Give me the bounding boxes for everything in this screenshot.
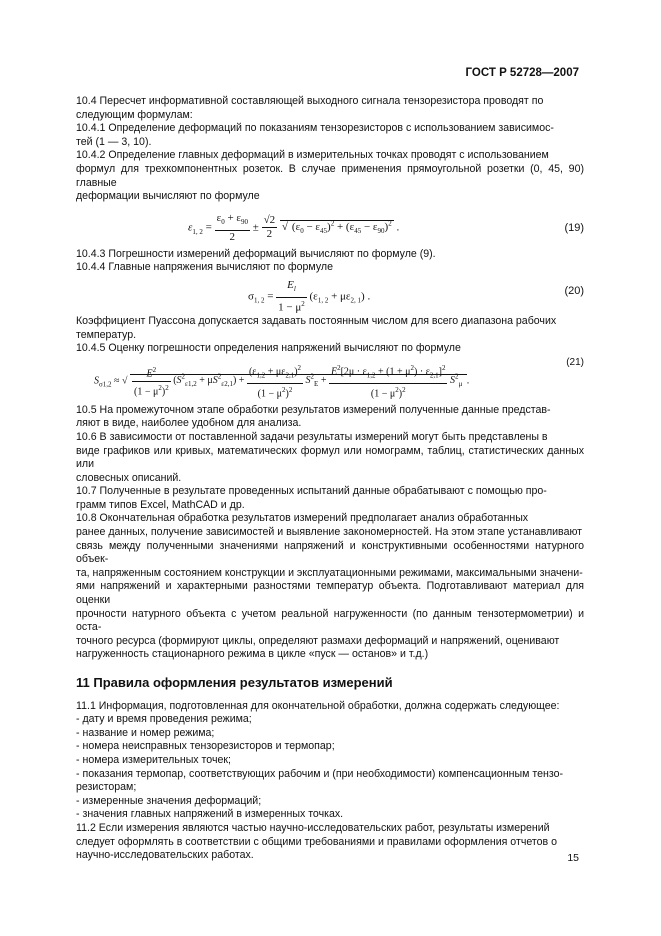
- formula-20: [76, 275, 584, 315]
- list-item-4: - номера измерительных точек;: [76, 753, 231, 766]
- paragraph-10-4-1-line2: тей (1 — 3, 10).: [76, 135, 152, 148]
- paragraph-10-5-line2: ляют в виде, наиболее удобном для анализа.: [76, 417, 302, 430]
- paragraph-10-4-1-line1: 10.4.1 Определение деформаций по показаниям тензорезисторов с использованием зависимос-: [76, 122, 554, 135]
- formula-19-number: (19): [564, 221, 584, 234]
- paragraph-10-8-line3: связь между полученными значениями напряжений и конструктивными особенностями натурного объек-: [76, 539, 584, 566]
- paragraph-10-6-line2: виде графиков или кривых, математических формул или номограмм, таблиц, статистических данных или: [76, 444, 584, 471]
- formula-21: [76, 356, 584, 404]
- paragraph-10-4-line1: 10.4 Пересчет информативной составляющей выходного сигнала тензорезистора проводят по: [76, 95, 544, 107]
- paragraph-10-7-line1: 10.7 Полученные в результате проведенных испытаний данные обрабатывают с помощью про-: [76, 485, 547, 498]
- list-item-1: - дату и время проведения режима;: [76, 713, 252, 726]
- paragraph-poisson-line2: температур.: [76, 328, 137, 341]
- formula-21-number: (21): [566, 356, 584, 368]
- paragraph-10-6-line3: словесных описаний.: [76, 471, 182, 484]
- list-item-2: - название и номер режима;: [76, 726, 215, 739]
- formula-19: [76, 208, 584, 248]
- paragraph-10-8-line1: 10.8 Окончательная обработка результатов измерений предполагает анализ обработанных: [76, 512, 529, 525]
- section-11-title: 11 Правила оформления результатов измерений: [76, 675, 393, 690]
- paragraph-11-2-line2: следует оформлять в соответствии с общими требованиями и правилами оформления отчетов о: [76, 835, 557, 848]
- paragraph-11-2-line3: научно-исследовательских работах.: [76, 849, 254, 862]
- paragraph-10-8-line5: ями напряжений и характерными разностями температур объекта. Подготавливают материал для оценки: [76, 580, 584, 607]
- paragraph-10-7-line2: грамм типов Excel, MathCAD и др.: [76, 498, 245, 511]
- formula-20-number: (20): [564, 284, 584, 297]
- paragraph-10-6-line1: 10.6 В зависимости от поставленной задачи результаты измерений могут быть представлены в: [76, 430, 548, 443]
- paragraph-10-4-4: 10.4.4 Главные напряжения вычисляют по формуле: [76, 261, 333, 274]
- formula-21-expression: $S_{\sigma 1,2}$ ≈ √ $\frac{E^2}{(1 - \mu^2)^2}$ $(S^2_{\varepsilon 1,2} + \mu S^2_{\varepsilon 2,1})$ + $\frac{(\varepsilon_{1,2} + \mu\varepsilon_{2,1})^2}{(1 - \mu^2)^2}$ $S^2_E$ + $\frac{E^2[2\mu \cdot \varepsilon_{1,2} + (1 + \mu^2) \cdot \varepsilon_{2,1}]^2}{(1 - \mu^2)^2}$ $S^2_\mu$ .: [94, 363, 470, 399]
- list-item-6: - измеренные значения деформаций;: [76, 794, 262, 807]
- document-header: ГОСТ Р 52728—2007: [465, 67, 579, 79]
- paragraph-10-8-line4: та, напряженным состоянием конструкции и эксплуатационными режимами, максимальными значени-: [76, 566, 583, 579]
- paragraph-11-2-line1: 11.2 Если измерения являются частью научно-исследовательских работ, результаты измерений: [76, 821, 550, 834]
- paragraph-11-1: 11.1 Информация, подготовленная для окончательной обработки, должна содержать следующее:: [76, 699, 560, 712]
- paragraph-poisson-line1: Коэффициент Пуассона допускается задавать постоянным числом для всего диапазона рабочих: [76, 314, 557, 327]
- paragraph-10-4-line2: следующим формулам:: [76, 108, 193, 121]
- formula-19-expression: $\varepsilon_{1, 2}$ = $\frac{\varepsilon_0 + \varepsilon_{90}}{2}$ ± $\frac{√2}{2}$ √ $(\varepsilon_0 - \varepsilon_{45})^2 + (\varepsilon_{45} - \varepsilon_{90})^2$ .: [188, 211, 400, 243]
- list-item-5-cont: резисторам;: [76, 781, 137, 794]
- paragraph-10-8-line8: нагруженность стационарного режима в цикле «пуск — останов» и т.д.): [76, 648, 429, 661]
- paragraph-10-4-2-line2: формул для трехкомпонентных розеток. В случае применения прямоугольной розетки (0, 45, 90) главные: [76, 162, 584, 189]
- paragraph-10-8-line7: точного ресурса (формируют циклы, определяют размахи деформаций и напряжений, оценивают: [76, 634, 560, 647]
- document-body: [76, 95, 584, 863]
- paragraph-10-4-5: 10.4.5 Оценку погрешности определения напряжений вычисляют по формуле: [76, 342, 461, 355]
- paragraph-10-8-line2: ранее данных, получение зависимостей и выявление закономерностей. На этом этапе устанавливают: [76, 526, 583, 539]
- list-item-3: - номера неисправных тензорезисторов и термопар;: [76, 740, 335, 753]
- paragraph-10-8-line6: прочности натурного объекта с учетом реальной нагруженности (по данным тензотермометрии) и оста-: [76, 607, 584, 634]
- paragraph-10-4-3: 10.4.3 Погрешности измерений деформаций вычисляют по формуле (9).: [76, 247, 436, 260]
- paragraph-10-4-2-line3: деформации вычисляют по формуле: [76, 190, 260, 203]
- list-item-5: - показания термопар, соответствующих рабочим и (при необходимости) компенсационным тензо-: [76, 767, 563, 780]
- page-number: 15: [567, 852, 579, 864]
- list-item-7: - значения главных напряжений в измеренных точках.: [76, 808, 344, 821]
- paragraph-10-5-line1: 10.5 На промежуточном этапе обработки результатов измерений полученные данные представ-: [76, 403, 551, 416]
- formula-20-expression: $\sigma_{1, 2}$ = $\frac{E_l}{1 - \mu^2}$ $(\varepsilon_{1, 2} + \mu\varepsilon_{2, 1})$ .: [248, 278, 371, 314]
- paragraph-10-4-2-line1: 10.4.2 Определение главных деформаций в измерительных точках проводят с использованием: [76, 149, 549, 162]
